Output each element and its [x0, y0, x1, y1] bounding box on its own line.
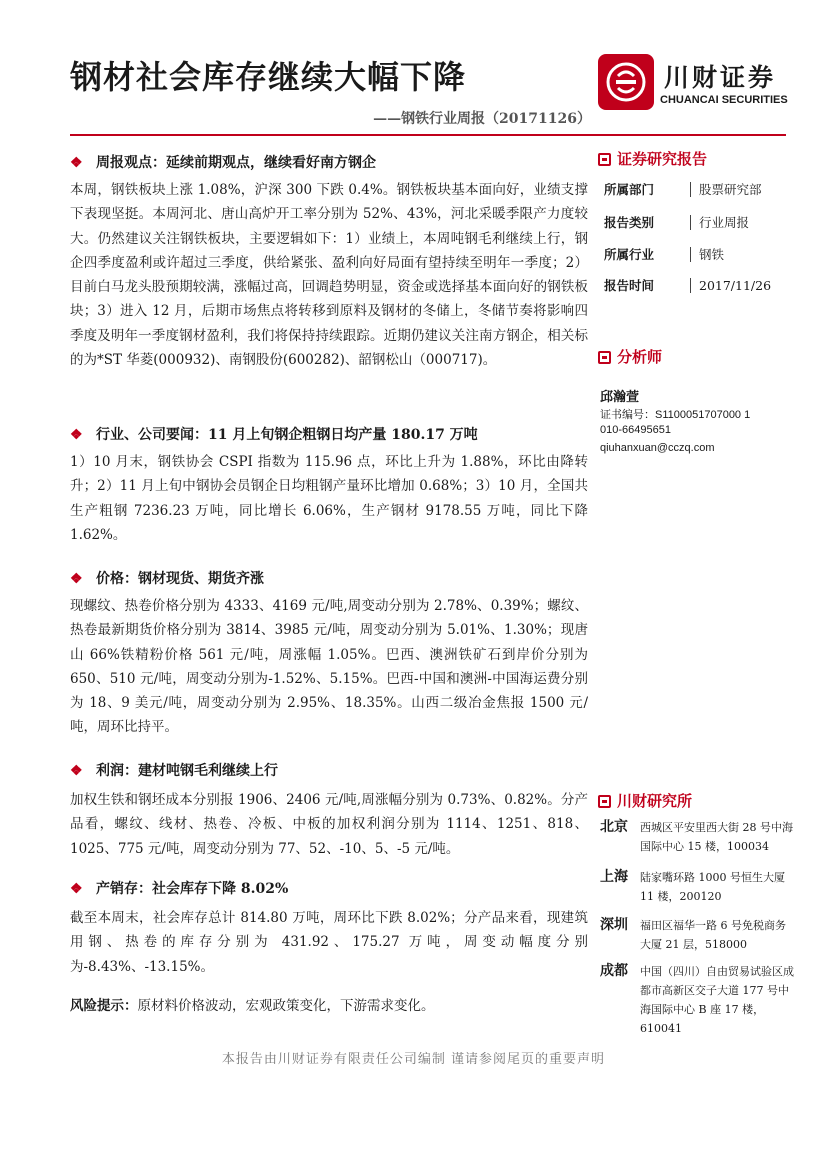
header-divider	[70, 134, 786, 136]
report-subtitle: ——钢铁行业周报（20171126）	[373, 111, 591, 127]
risk-note	[70, 994, 435, 1014]
analyst-name: 邱瀚萱	[600, 390, 640, 405]
square-bullet-icon	[598, 795, 611, 808]
diamond-bullet-icon: ❖	[70, 427, 83, 443]
diamond-bullet-icon: ❖	[70, 881, 83, 897]
logo-emblem-icon	[598, 54, 654, 110]
section-heading-price: ❖ 价格：钢材现货、期货齐涨	[70, 571, 264, 587]
square-bullet-icon	[598, 153, 611, 166]
info-row-department: 所属部门 股票研究部	[604, 182, 762, 197]
report-heading: 证券研究报告	[598, 148, 707, 169]
info-row-date: 报告时间 2017/11/26	[604, 278, 772, 293]
logo-english-name: CHUANCAI SECURITIES	[660, 94, 788, 106]
page-footer: 本报告由川财证券有限责任公司编制 谨请参阅尾页的重要声明	[221, 1052, 606, 1067]
analyst-phone: 010-66495651	[600, 424, 671, 436]
diamond-bullet-icon: ❖	[70, 763, 83, 779]
section-heading-profit: ❖ 利润：建材吨钢毛利继续上行	[70, 763, 278, 779]
section-body-news: 1）10 月末，钢铁协会 CSPI 指数为 115.96 点，环比上升为 1.88%，环比由降转升；2）11 月上旬中钢协会员钢企日均粗钢产量环比增加 0.68%；3）10 月，全国共生产粗钢 7236.23 万吨，同比增长 6.06%，生产钢材 9178.55 万吨，同比下降 1.62%。	[70, 454, 588, 543]
section-heading-news: ❖ 行业、公司要闻：11 月上旬钢企粗钢日均产量 180.17 万吨	[70, 427, 478, 443]
diamond-bullet-icon: ❖	[70, 571, 83, 587]
analyst-heading: 分析师	[598, 346, 662, 367]
risk-label: 风险提示：	[70, 998, 138, 1014]
diamond-bullet-icon: ❖	[70, 155, 83, 171]
analyst-email[interactable]: qiuhanxuan@cczq.com	[600, 442, 715, 454]
page-title: 钢材社会库存继续大幅下降	[70, 58, 467, 96]
logo-chinese-name: 川财证券	[664, 63, 777, 92]
analyst-cert: 证书编号：S1100051707000 1	[600, 409, 751, 421]
square-bullet-icon	[598, 351, 611, 364]
company-logo	[598, 54, 798, 110]
section-body-view: 本周，钢铁板块上涨 1.08%，沪深 300 下跌 0.4%。钢铁板块基本面向好，业绩支撑下表现坚挺。本周河北、唐山高炉开工率分别为 52%、43%，河北采暖季限产力度较大。仍然建议关注钢铁板块，主要逻辑如下：1）业绩上，本周吨钢毛利继续上行，钢企四季度盈利或许超过三季度，供给紧张、盈利向好局面有望持续至明年一季度；2）目前白马龙头股预期较满，涨幅过高，回调趋势明显，资金或选择基本面向好的钢铁板块；3）进入 12 月，后期市场焦点将转移到原料及钢材的冬储上，冬储节奏将影响四季度及明年一季度钢材盈利，我们将保持持续跟踪。近期仍建议关注南方钢企，相关标的为*ST 华菱(000932)、南钢股份(600282)、韶钢松山（000717)。	[70, 182, 588, 369]
section-heading-inventory: ❖ 产销存：社会库存下降 8.02%	[70, 881, 289, 897]
info-row-industry: 所属行业 钢铁	[604, 247, 725, 262]
section-body-price: 现螺纹、热卷价格分别为 4333、4169 元/吨,周变动分别为 2.78%、0.39%；螺纹、热卷最新期货价格分别为 3814、3985 元/吨，周变动分别为 5.01%、1.30%；现唐山 66%铁精粉价格 561 元/吨，周涨幅 1.05%。巴西、澳洲铁矿石到岸价分别为 650、510 元/吨，周变动分别为-1.52%、5.15%。巴西-中国和澳洲-中国海运费分别为 18、9 美元/吨，周变动分别为 2.95%、18.35%。山西二级冶金焦报 1500 元/吨，周环比持平。	[70, 598, 588, 736]
institute-heading: 川财研究所	[598, 790, 692, 811]
info-row-category: 报告类别 行业周报	[604, 215, 750, 230]
section-heading-view: ❖ 周报观点：延续前期观点，继续看好南方钢企	[70, 155, 376, 171]
section-body-inventory: 截至本周末，社会库存总计 814.80 万吨，周环比下跌 8.02%；分产品来看，现建筑用钢、热卷的库存分别为 431.92、175.27 万吨，周变动幅度分别为-8.43%、-13.15%。	[70, 910, 588, 975]
risk-text: 原材料价格波动，宏观政策变化，下游需求变化。	[137, 998, 435, 1014]
section-body-profit: 加权生铁和钢坯成本分别报 1906、2406 元/吨,周涨幅分别为 0.73%、0.82%。分产品看，螺纹、线材、热卷、冷板、中板的加权利润分别为 1114、1251、818、1025、775 元/吨，周变动分别为 77、52、-10、5、-5 元/吨。	[70, 792, 588, 857]
